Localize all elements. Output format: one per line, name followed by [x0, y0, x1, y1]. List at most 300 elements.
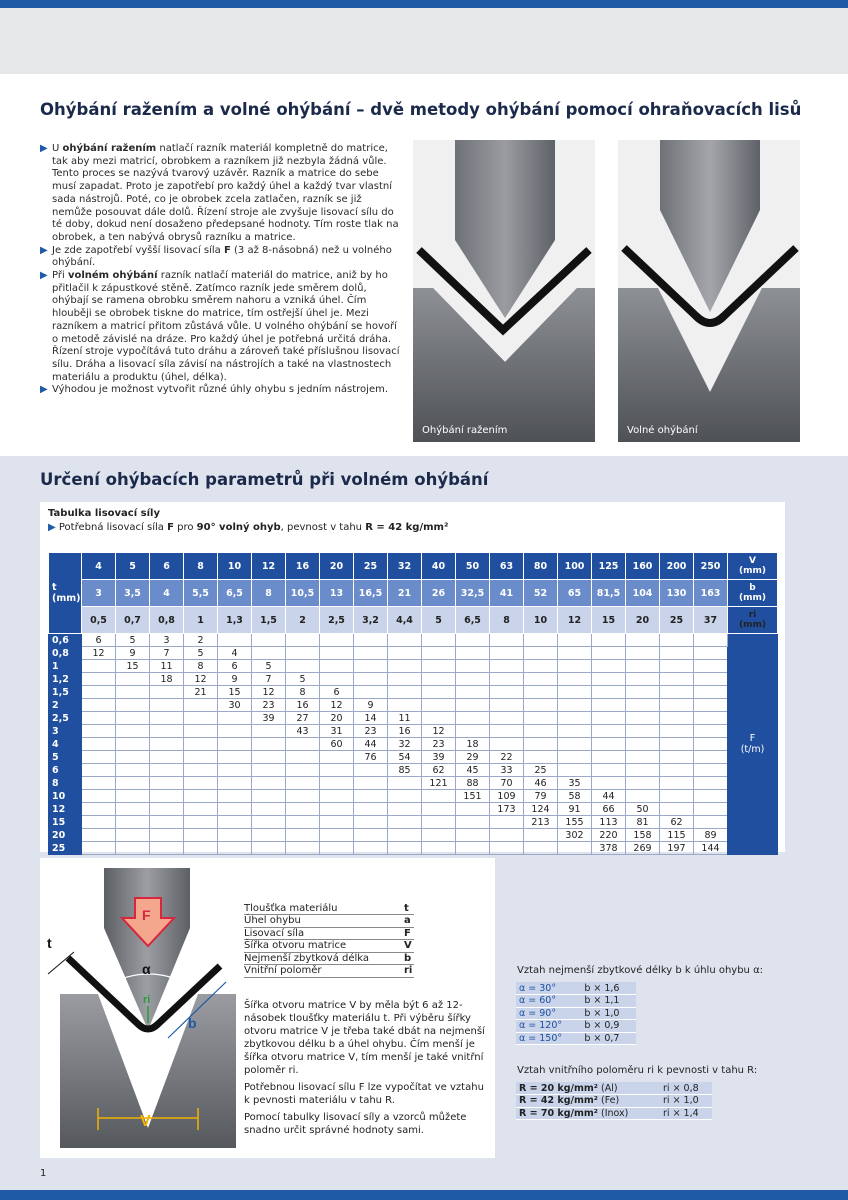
- force-cell: [116, 738, 150, 751]
- force-cell: [388, 660, 422, 673]
- force-cell: 151: [456, 790, 490, 803]
- force-cell: [320, 647, 354, 660]
- legend-symbol: V: [404, 940, 414, 953]
- force-cell: [320, 764, 354, 777]
- header-row-v: [49, 553, 778, 580]
- force-cell: [592, 777, 626, 790]
- explanation-text: [244, 999, 491, 1141]
- force-cell: [354, 829, 388, 842]
- force-cell: 50: [626, 803, 660, 816]
- table-row: [49, 803, 778, 816]
- force-cell: [116, 829, 150, 842]
- force-cell: 9: [218, 673, 252, 686]
- force-cell: [82, 699, 116, 712]
- ri-header-cell: 1,3: [218, 607, 252, 634]
- force-cell: [524, 842, 558, 855]
- force-cell: [218, 829, 252, 842]
- force-cell: [558, 725, 592, 738]
- force-cell: [660, 790, 694, 803]
- v-header-cell: 6: [150, 553, 184, 580]
- force-cell: [184, 842, 218, 855]
- force-cell: [660, 803, 694, 816]
- v-unit-label: V: [749, 556, 756, 566]
- relation1-factor: b × 0,7: [581, 1032, 636, 1045]
- force-cell: [116, 751, 150, 764]
- force-cell: [490, 725, 524, 738]
- relation1-title: Vztah nejmenší zbytkové délky b k úhlu ohybu α:: [517, 965, 764, 976]
- relation1-factor: b × 1,0: [581, 1007, 636, 1020]
- section2-title: Určení ohýbacích parametrů při volném ohýbání: [40, 470, 489, 489]
- force-cell: [558, 634, 592, 647]
- v-header-cell: 50: [456, 553, 490, 580]
- v-header-cell: 200: [660, 553, 694, 580]
- force-cell: [150, 842, 184, 855]
- force-cell: [320, 829, 354, 842]
- force-cell: 32: [388, 738, 422, 751]
- illustration-bottoming: [413, 140, 595, 442]
- force-cell: [592, 725, 626, 738]
- force-cell: [694, 816, 728, 829]
- force-cell: [592, 673, 626, 686]
- force-cell: 58: [558, 790, 592, 803]
- force-cell: [456, 712, 490, 725]
- relation2-material: (Inox): [601, 1107, 629, 1119]
- force-cell: [286, 738, 320, 751]
- ri-header-cell: 3,2: [354, 607, 388, 634]
- v-header-cell: 4: [82, 553, 116, 580]
- force-cell: [660, 673, 694, 686]
- intro-paragraph-1: ▶ U ohýbání ražením natlačí razník materiál kompletně do matrice, tak aby mezi matricí, obrobkem a razníkem již nezbyla žádná vůle. Tento proces se nazývá tvarový uzávěr. Razník a matrice do sebe musí zapadat. Proto je zapotřebí pro každý úhel a každý tvar vlastní sada nástrojů. Poté, co je obrobek zcela zatlačen, razník se již nemůže posouvat dále dolů. Řízení stroje ale zvyšuje lisovací sílu do té doby, dokud není dosaženo předepsané hodnoty. Tím roste tlak na obrobek, a ten nabývá obrysů razníku a matrice.: [40, 143, 399, 243]
- force-cell: [150, 764, 184, 777]
- force-cell: [660, 686, 694, 699]
- force-cell: [354, 816, 388, 829]
- force-cell: 62: [422, 764, 456, 777]
- force-cell: [422, 790, 456, 803]
- thickness-cell: 1,2: [49, 673, 82, 686]
- force-cell: [694, 751, 728, 764]
- force-cell: 213: [524, 816, 558, 829]
- bullet-arrow-icon: ▶: [40, 270, 48, 282]
- force-cell: [184, 751, 218, 764]
- force-cell: [490, 699, 524, 712]
- b-unit-text: (mm): [739, 593, 766, 603]
- force-cell: 79: [524, 790, 558, 803]
- force-cell: 35: [558, 777, 592, 790]
- v-unit-text: (mm): [739, 566, 766, 576]
- v-header-cell: 100: [558, 553, 592, 580]
- b-header-cell: 4: [150, 580, 184, 607]
- b-header-cell: 3,5: [116, 580, 150, 607]
- force-cell: [116, 777, 150, 790]
- force-cell: 85: [388, 764, 422, 777]
- relation2-material: (Fe): [601, 1095, 620, 1107]
- force-cell: [82, 673, 116, 686]
- v-header-cell: 16: [286, 553, 320, 580]
- force-cell: 14: [354, 712, 388, 725]
- force-cell: [694, 725, 728, 738]
- force-cell: [252, 751, 286, 764]
- force-cell: [422, 712, 456, 725]
- thickness-cell: 25: [49, 842, 82, 855]
- force-cell: [456, 686, 490, 699]
- force-cell: [252, 790, 286, 803]
- force-cell: [524, 634, 558, 647]
- ri-header-cell: 2,5: [320, 607, 354, 634]
- relation2-factor: ri × 1,0: [660, 1095, 712, 1108]
- table-row: [49, 790, 778, 803]
- force-cell: [490, 829, 524, 842]
- v-header-cell: 12: [252, 553, 286, 580]
- ri-header-cell: 4,4: [388, 607, 422, 634]
- force-cell: [218, 803, 252, 816]
- relation2-row: [516, 1095, 712, 1108]
- force-cell: [320, 842, 354, 855]
- force-cell: [116, 803, 150, 816]
- force-cell: 15: [116, 660, 150, 673]
- force-cell: [354, 673, 388, 686]
- thickness-cell: 2,5: [49, 712, 82, 725]
- force-cell: 5: [286, 673, 320, 686]
- force-cell: [456, 816, 490, 829]
- force-cell: [626, 712, 660, 725]
- force-cell: [694, 712, 728, 725]
- ri-header-cell: 25: [660, 607, 694, 634]
- thickness-cell: 4: [49, 738, 82, 751]
- force-cell: [286, 634, 320, 647]
- illustration-air-bending: [618, 140, 800, 442]
- force-cell: [694, 803, 728, 816]
- force-cell: [184, 699, 218, 712]
- force-cell: [82, 660, 116, 673]
- ri-header-cell: 0,5: [82, 607, 116, 634]
- force-cell: 27: [286, 712, 320, 725]
- force-cell: [82, 790, 116, 803]
- force-cell: 8: [286, 686, 320, 699]
- force-cell: [354, 842, 388, 855]
- force-cell: [626, 751, 660, 764]
- legend-symbol: a: [404, 915, 414, 928]
- force-cell: [252, 842, 286, 855]
- force-cell: 44: [592, 790, 626, 803]
- table-row: [49, 777, 778, 790]
- force-cell: [150, 790, 184, 803]
- section1-title: Ohýbání ražením a volné ohýbání – dvě metody ohýbání pomocí ohraňovacích lisů: [40, 100, 802, 119]
- force-cell: [592, 634, 626, 647]
- force-cell: [388, 699, 422, 712]
- force-cell: [82, 751, 116, 764]
- relation2-factor: ri × 0,8: [660, 1082, 712, 1095]
- force-cell: 12: [184, 673, 218, 686]
- bullet-arrow-icon: ▶: [40, 244, 48, 256]
- ri-header-cell: 5: [422, 607, 456, 634]
- force-cell: [286, 751, 320, 764]
- force-cell: [524, 699, 558, 712]
- v-header-cell: 40: [422, 553, 456, 580]
- force-cell: [388, 842, 422, 855]
- thickness-cell: 1,5: [49, 686, 82, 699]
- b-header-cell: 8: [252, 580, 286, 607]
- force-cell: [218, 751, 252, 764]
- length-label: b: [188, 1015, 197, 1031]
- force-cell: [422, 660, 456, 673]
- table-row: [49, 829, 778, 842]
- force-cell: [626, 699, 660, 712]
- force-cell: 39: [422, 751, 456, 764]
- thickness-header-unit: (mm): [52, 593, 81, 604]
- force-cell: 81: [626, 816, 660, 829]
- force-cell: [490, 634, 524, 647]
- force-cell: 43: [286, 725, 320, 738]
- ri-header-cell: 1,5: [252, 607, 286, 634]
- relation2-factor: ri × 1,4: [660, 1107, 712, 1120]
- force-cell: [252, 777, 286, 790]
- force-cell: [626, 673, 660, 686]
- intro-paragraph-3: ▶ Při volném ohýbání razník natlačí materiál do matrice, aniž by ho přitlačil k zápustkové stěně. Zatímco razník jede směrem dolů, ohýbají se ramena obrobku směrem nahoru a vzniká úhel. Čím hlouběji se obrobek tiskne do matrice, tím ostřejší úhel je. Mezi razníkem a matricí přitom zůstává vůle. U volného ohýbání se hovoří o metodě závislé na dráze. Pro každý úhel je potřebná určitá dráha. Řízení stroje vypočítává tuto dráhu a zároveň také příslušnou lisovací sílu. Dráha a lisovací síla závisí na nástrojích a také na vlastnostech materiálu a produktu (úhel, délka).: [40, 270, 400, 383]
- force-cell: [82, 803, 116, 816]
- force-cell: [354, 634, 388, 647]
- force-cell: [626, 725, 660, 738]
- force-cell: [320, 790, 354, 803]
- ri-header-cell: 15: [592, 607, 626, 634]
- legend-row: [244, 927, 414, 940]
- force-cell: [558, 712, 592, 725]
- force-cell: [694, 777, 728, 790]
- force-cell: [524, 660, 558, 673]
- force-cell: [252, 725, 286, 738]
- force-cell: 12: [422, 725, 456, 738]
- top-bar: [0, 0, 848, 8]
- relation2-row: [516, 1107, 712, 1120]
- force-cell: [626, 790, 660, 803]
- force-cell: [252, 829, 286, 842]
- thickness-label: t: [47, 935, 52, 951]
- force-cell: [626, 634, 660, 647]
- table-row: [49, 842, 778, 855]
- ri-unit-label: ri: [748, 610, 757, 620]
- force-cell: [490, 712, 524, 725]
- force-cell: 109: [490, 790, 524, 803]
- force-cell: [82, 764, 116, 777]
- force-cell: [286, 790, 320, 803]
- force-cell: [82, 686, 116, 699]
- force-cell: 30: [218, 699, 252, 712]
- ri-header-cell: 0,8: [150, 607, 184, 634]
- thickness-cell: 3: [49, 725, 82, 738]
- force-cell: [184, 777, 218, 790]
- thickness-cell: 12: [49, 803, 82, 816]
- ri-unit-cell: [728, 607, 778, 634]
- force-cell: 18: [150, 673, 184, 686]
- force-cell: 23: [252, 699, 286, 712]
- ri-header-cell: 0,7: [116, 607, 150, 634]
- force-cell: [252, 764, 286, 777]
- force-cell: [320, 634, 354, 647]
- table-row: [49, 673, 778, 686]
- force-cell: [218, 777, 252, 790]
- symbol-legend: [244, 902, 414, 978]
- thickness-cell: 10: [49, 790, 82, 803]
- force-cell: 16: [286, 699, 320, 712]
- force-cell: 88: [456, 777, 490, 790]
- force-cell: 46: [524, 777, 558, 790]
- explanation-paragraph-3: Pomocí tabulky lisovací síly a vzorců můžete snadno určit správné hodnoty sami.: [244, 1112, 467, 1136]
- relation2-strength-value: R = 20 kg/mm²: [519, 1082, 598, 1094]
- b-header-cell: 6,5: [218, 580, 252, 607]
- legend-symbol: F: [404, 927, 414, 940]
- force-cell: [456, 699, 490, 712]
- force-cell: [116, 686, 150, 699]
- force-cell: 155: [558, 816, 592, 829]
- ri-header-cell: 10: [524, 607, 558, 634]
- force-cell: 124: [524, 803, 558, 816]
- force-cell: [150, 751, 184, 764]
- relation2-strength-value: R = 70 kg/mm²: [519, 1107, 598, 1119]
- table-row: [49, 816, 778, 829]
- relation2-strength: [516, 1082, 660, 1095]
- force-cell: [592, 751, 626, 764]
- force-cell: 20: [320, 712, 354, 725]
- force-cell: 11: [150, 660, 184, 673]
- force-cell: [388, 634, 422, 647]
- force-cell: [82, 842, 116, 855]
- table-title: Tabulka lisovací síly: [48, 508, 160, 519]
- force-cell: [184, 725, 218, 738]
- force-cell: [422, 816, 456, 829]
- force-cell: 302: [558, 829, 592, 842]
- bottom-bar: [0, 1190, 848, 1200]
- b-unit-label: b: [749, 583, 756, 593]
- legend-label: Tloušťka materiálu: [244, 902, 404, 915]
- relation1-table: [516, 982, 636, 1045]
- force-cell: [252, 634, 286, 647]
- force-cell: [82, 725, 116, 738]
- radius-label: ri: [143, 994, 151, 1006]
- force-cell: 60: [320, 738, 354, 751]
- force-cell: [456, 634, 490, 647]
- b-unit-cell: [728, 580, 778, 607]
- force-cell: [286, 764, 320, 777]
- force-cell: 12: [252, 686, 286, 699]
- force-cell: [320, 751, 354, 764]
- b-header-cell: 163: [694, 580, 728, 607]
- force-cell: [388, 803, 422, 816]
- bullet-arrow-icon: ▶: [48, 522, 59, 533]
- thickness-cell: 1: [49, 660, 82, 673]
- force-cell: [490, 842, 524, 855]
- thickness-cell: 6: [49, 764, 82, 777]
- force-cell: [218, 842, 252, 855]
- relation1-angle: α = 90°: [516, 1007, 581, 1020]
- force-cell: 25: [524, 764, 558, 777]
- ri-header-cell: 6,5: [456, 607, 490, 634]
- force-cell: [388, 673, 422, 686]
- v-header-cell: 160: [626, 553, 660, 580]
- force-cell: 91: [558, 803, 592, 816]
- force-cell: [592, 699, 626, 712]
- force-cell: 144: [694, 842, 728, 855]
- force-cell: [456, 647, 490, 660]
- force-cell: 29: [456, 751, 490, 764]
- force-cell: [116, 842, 150, 855]
- force-cell: 16: [388, 725, 422, 738]
- force-cell: 18: [456, 738, 490, 751]
- force-cell: [592, 764, 626, 777]
- force-cell: [388, 686, 422, 699]
- force-cell: [184, 829, 218, 842]
- relation2-strength-value: R = 42 kg/mm²: [519, 1095, 598, 1107]
- b-header-cell: 16,5: [354, 580, 388, 607]
- relation1-angle: α = 120°: [516, 1020, 581, 1033]
- force-cell: [116, 712, 150, 725]
- force-cell: [422, 673, 456, 686]
- table-row: [49, 686, 778, 699]
- b-header-cell: 10,5: [286, 580, 320, 607]
- force-cell: [422, 634, 456, 647]
- force-cell: [116, 673, 150, 686]
- force-cell: [150, 738, 184, 751]
- force-cell: [626, 777, 660, 790]
- force-cell: 21: [184, 686, 218, 699]
- width-label: V: [140, 1113, 151, 1130]
- force-cell: [150, 686, 184, 699]
- force-cell: 8: [184, 660, 218, 673]
- b-header-cell: 32,5: [456, 580, 490, 607]
- force-cell: [184, 816, 218, 829]
- force-cell: [354, 790, 388, 803]
- v-unit-cell: [728, 553, 778, 580]
- legend-symbol: ri: [404, 965, 413, 977]
- force-cell: [286, 803, 320, 816]
- force-cell: 3: [150, 634, 184, 647]
- force-cell: 113: [592, 816, 626, 829]
- force-cell: 4: [218, 647, 252, 660]
- force-cell: [218, 712, 252, 725]
- legend-symbol: t: [404, 902, 414, 915]
- force-cell: 23: [354, 725, 388, 738]
- force-cell: 89: [694, 829, 728, 842]
- force-cell: [150, 803, 184, 816]
- caption-bottoming: Ohýbání ražením: [422, 425, 508, 436]
- force-cell: [626, 738, 660, 751]
- force-cell: 70: [490, 777, 524, 790]
- force-cell: [286, 829, 320, 842]
- bending-diagram: [40, 858, 245, 1158]
- force-cell: [524, 686, 558, 699]
- ri-header-cell: 1: [184, 607, 218, 634]
- thickness-cell: 15: [49, 816, 82, 829]
- force-unit-text: (t/m): [740, 744, 765, 755]
- force-cell: [456, 803, 490, 816]
- force-cell: [490, 816, 524, 829]
- force-cell: [422, 647, 456, 660]
- caption-air-bending: Volné ohýbání: [627, 425, 698, 436]
- b-header-cell: 130: [660, 580, 694, 607]
- ri-header-cell: 8: [490, 607, 524, 634]
- force-cell: [694, 647, 728, 660]
- force-cell: 44: [354, 738, 388, 751]
- force-cell: [218, 634, 252, 647]
- force-cell: 23: [422, 738, 456, 751]
- force-cell: [660, 764, 694, 777]
- force-unit-cell: [728, 634, 778, 855]
- force-cell: [184, 764, 218, 777]
- force-cell: [218, 816, 252, 829]
- force-cell: [660, 660, 694, 673]
- force-cell: [218, 738, 252, 751]
- force-cell: [184, 803, 218, 816]
- force-cell: [320, 777, 354, 790]
- ri-header-cell: 2: [286, 607, 320, 634]
